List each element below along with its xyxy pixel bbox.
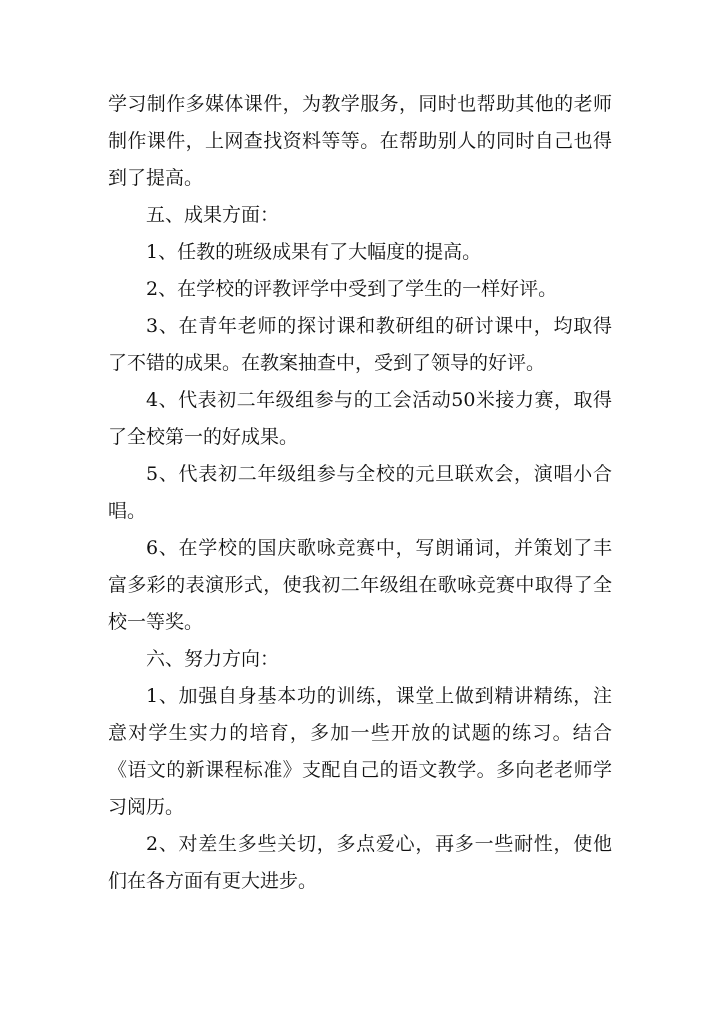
result-item-4: 4、代表初二年级组参与的工会活动50米接力赛，取得了全校第一的好成果。	[108, 389, 612, 448]
result-item-5: 5、代表初二年级组参与全校的元旦联欢会，演唱小合唱。	[108, 463, 612, 522]
paragraph-continuation: 学习制作多媒体课件，为教学服务，同时也帮助其他的老师制作课件，上网查找资料等等。在帮助别人的同时自己也得到了提高。	[108, 93, 612, 189]
section-heading-direction: 六、努力方向：	[146, 648, 280, 670]
result-item-1: 1、任教的班级成果有了大幅度的提高。	[146, 241, 482, 263]
result-item-2: 2、在学校的评教评学中受到了学生的一样好评。	[146, 278, 558, 300]
direction-item-2: 2、对差生多些关切，多点爱心，再多一些耐性，使他们在各方面有更大进步。	[108, 833, 612, 892]
direction-item-1: 1、加强自身基本功的训练，课堂上做到精讲精练，注意对学生实力的培育，多加一些开放的试题的练习。结合《语文的新课程标准》支配自己的语文教学。多向老老师学习阅历。	[108, 685, 612, 818]
result-item-6: 6、在学校的国庆歌咏竞赛中，写朗诵词，并策划了丰富多彩的表演形式，使我初二年级组在歌咏竞赛中取得了全校一等奖。	[108, 537, 612, 633]
result-item-3: 3、在青年老师的探讨课和教研组的研讨课中，均取得了不错的成果。在教案抽查中，受到了领导的好评。	[108, 315, 612, 374]
section-heading-results: 五、成果方面：	[146, 204, 280, 226]
document-body	[108, 86, 612, 900]
